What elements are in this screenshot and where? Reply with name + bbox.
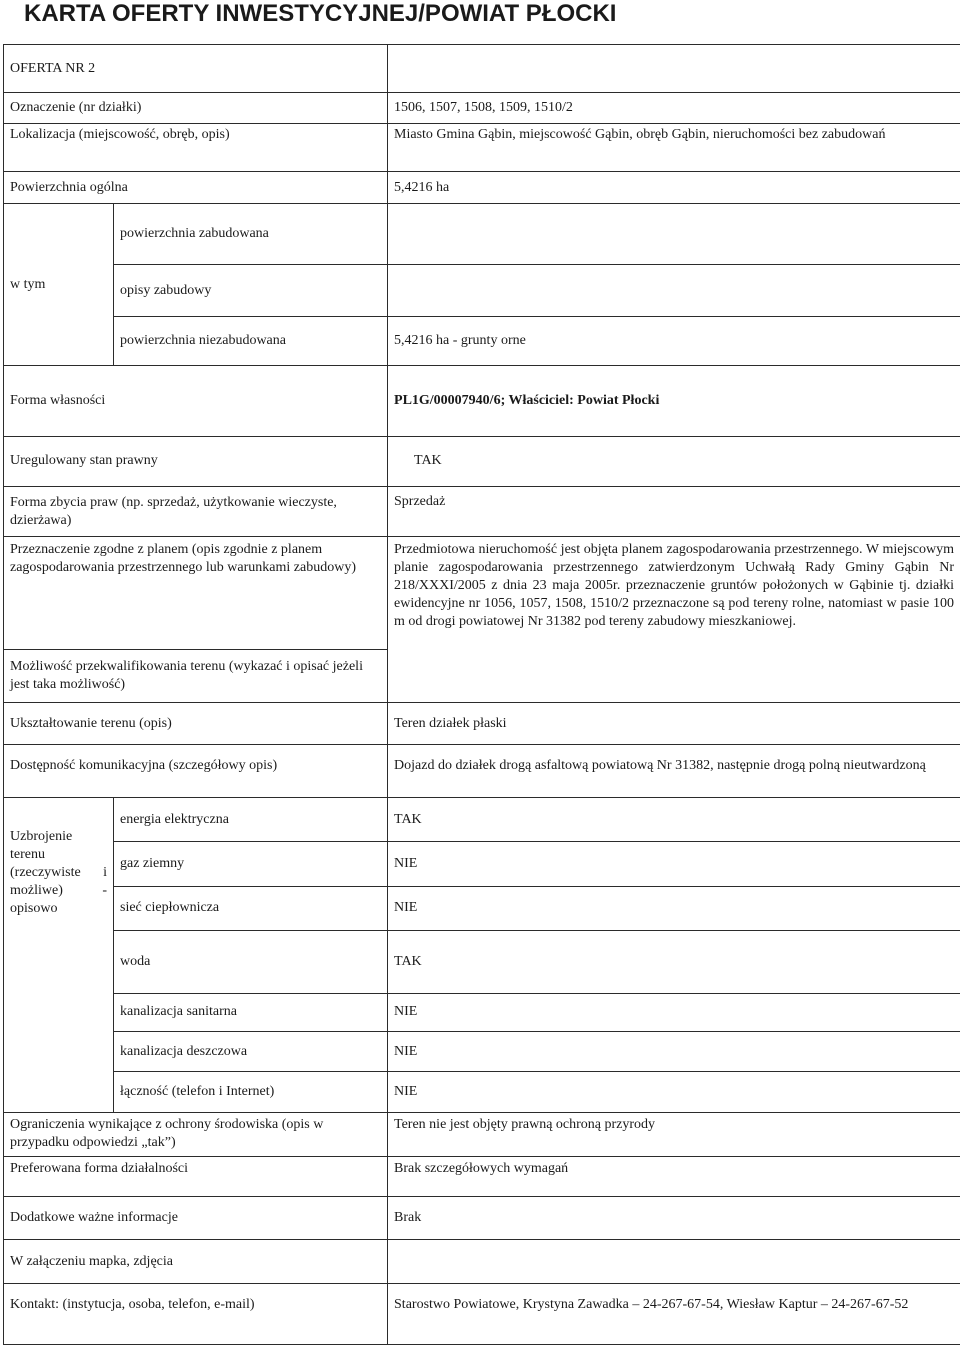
- ownership-label: Forma własności: [4, 365, 388, 436]
- utility-value: NIE: [388, 1072, 960, 1112]
- legal-status-value: [388, 436, 960, 486]
- buildings-desc-label: opisy zabudowy: [114, 264, 388, 316]
- activity-label: Preferowana forma działalności: [4, 1157, 388, 1197]
- access-label: Dostępność komunikacyjna (szczegółowy opis): [4, 745, 388, 797]
- buildings-desc-value: [388, 264, 960, 316]
- page-title: KARTA OFERTY INWESTYCYJNEJ/POWIAT PŁOCKI: [24, 0, 617, 27]
- area-value: 5,4216 ha: [388, 172, 960, 204]
- built-area-label: powierzchnia zabudowana: [114, 204, 388, 265]
- attachments-label: W załączeniu mapka, zdjęcia: [4, 1239, 388, 1283]
- terrain-value: Teren działek płaski: [388, 702, 960, 744]
- activity-value: Brak szczegółowych wymagań: [388, 1157, 960, 1197]
- utility-name: gaz ziemny: [114, 842, 388, 886]
- zoning-value: Przedmiotowa nieruchomość jest objęta planem zagospodarowania przestrzennego. W miejscowym planie zagospodarowania przestrzennego zatwierdzonym Uchwałą Rady Gminy Gąbin Nr 218/XXXI/2005 z dnia 23 maja 2005r. przeznaczenie gruntów położonych w Gąbinie tj. działki ewidencyjne nr 1056, 1057, 1508, 1510/2 przeznaczone są pod tereny rolne, natomiast w pasie 100 m od drogi powiatowej Nr 31382 pod tereny zabudowy mieszkaniowej.: [388, 537, 960, 703]
- contact-value: Starostwo Powiatowe, Krystyna Zawadka – 24-267-67-54, Wiesław Kaptur – 24-267-67-52: [388, 1284, 960, 1345]
- offer-number-value: [388, 45, 960, 93]
- legal-status-text: TAK: [414, 453, 442, 469]
- parcel-label: Oznaczenie (nr działki): [4, 93, 388, 123]
- utility-name: woda: [114, 931, 388, 994]
- utility-name: kanalizacja deszczowa: [114, 1031, 388, 1071]
- contact-label: Kontakt: (instytucja, osoba, telefon, e-mail): [4, 1284, 388, 1345]
- offer-number: OFERTA NR 2: [4, 45, 388, 93]
- utility-name: łączność (telefon i Internet): [114, 1072, 388, 1112]
- ownership-value: PL1G/00007940/6; Właściciel: Powiat Płocki: [388, 365, 960, 436]
- legal-status-label: Uregulowany stan prawny: [4, 436, 388, 486]
- utility-value: NIE: [388, 993, 960, 1031]
- offer-table: [3, 44, 960, 1345]
- utility-value: TAK: [388, 797, 960, 841]
- utilities-label: Uzbrojenie terenu (rzeczywiste i możliwe) - opisowo: [4, 797, 114, 1112]
- utility-name: kanalizacja sanitarna: [114, 993, 388, 1031]
- parcel-value: 1506, 1507, 1508, 1509, 1510/2: [388, 93, 960, 123]
- terrain-label: Ukształtowanie terenu (opis): [4, 702, 388, 744]
- built-area-value: [388, 204, 960, 265]
- disposal-label: Forma zbycia praw (np. sprzedaż, użytkowanie wieczyste, dzierżawa): [4, 487, 388, 537]
- location-label: Lokalizacja (miejscowość, obręb, opis): [4, 123, 388, 171]
- additional-value: Brak: [388, 1197, 960, 1239]
- additional-label: Dodatkowe ważne informacje: [4, 1197, 388, 1239]
- utility-name: sieć ciepłownicza: [114, 886, 388, 930]
- utility-value: NIE: [388, 842, 960, 886]
- location-value: Miasto Gmina Gąbin, miejscowość Gąbin, obręb Gąbin, nieruchomości bez zabudowań: [388, 123, 960, 171]
- disposal-value: Sprzedaż: [388, 487, 960, 537]
- area-label: Powierzchnia ogólna: [4, 172, 388, 204]
- access-value: Dojazd do działek drogą asfaltową powiatową Nr 31382, następnie drogą polną nieutwardzoną: [388, 745, 960, 797]
- unbuilt-area-label: powierzchnia niezabudowana: [114, 317, 388, 365]
- attachments-value: [388, 1239, 960, 1283]
- utility-value: TAK: [388, 931, 960, 994]
- utility-value: NIE: [388, 1031, 960, 1071]
- unbuilt-area-value: 5,4216 ha - grunty orne: [388, 317, 960, 365]
- zoning-label: Przeznaczenie zgodne z planem (opis zgodnie z planem zagospodarowania przestrzennego lub warunkami zabudowy): [4, 537, 388, 650]
- w-tym-label: w tym: [4, 204, 114, 365]
- utility-value: NIE: [388, 886, 960, 930]
- environment-label: Ograniczenia wynikające z ochrony środowiska (opis w przypadku odpowiedzi „tak”): [4, 1112, 388, 1156]
- utility-name: energia elektryczna: [114, 797, 388, 841]
- environment-value: Teren nie jest objęty prawną ochroną przyrody: [388, 1112, 960, 1156]
- rezoning-label: Możliwość przekwalifikowania terenu (wykazać i opisać jeżeli jest taka możliwość): [4, 650, 388, 702]
